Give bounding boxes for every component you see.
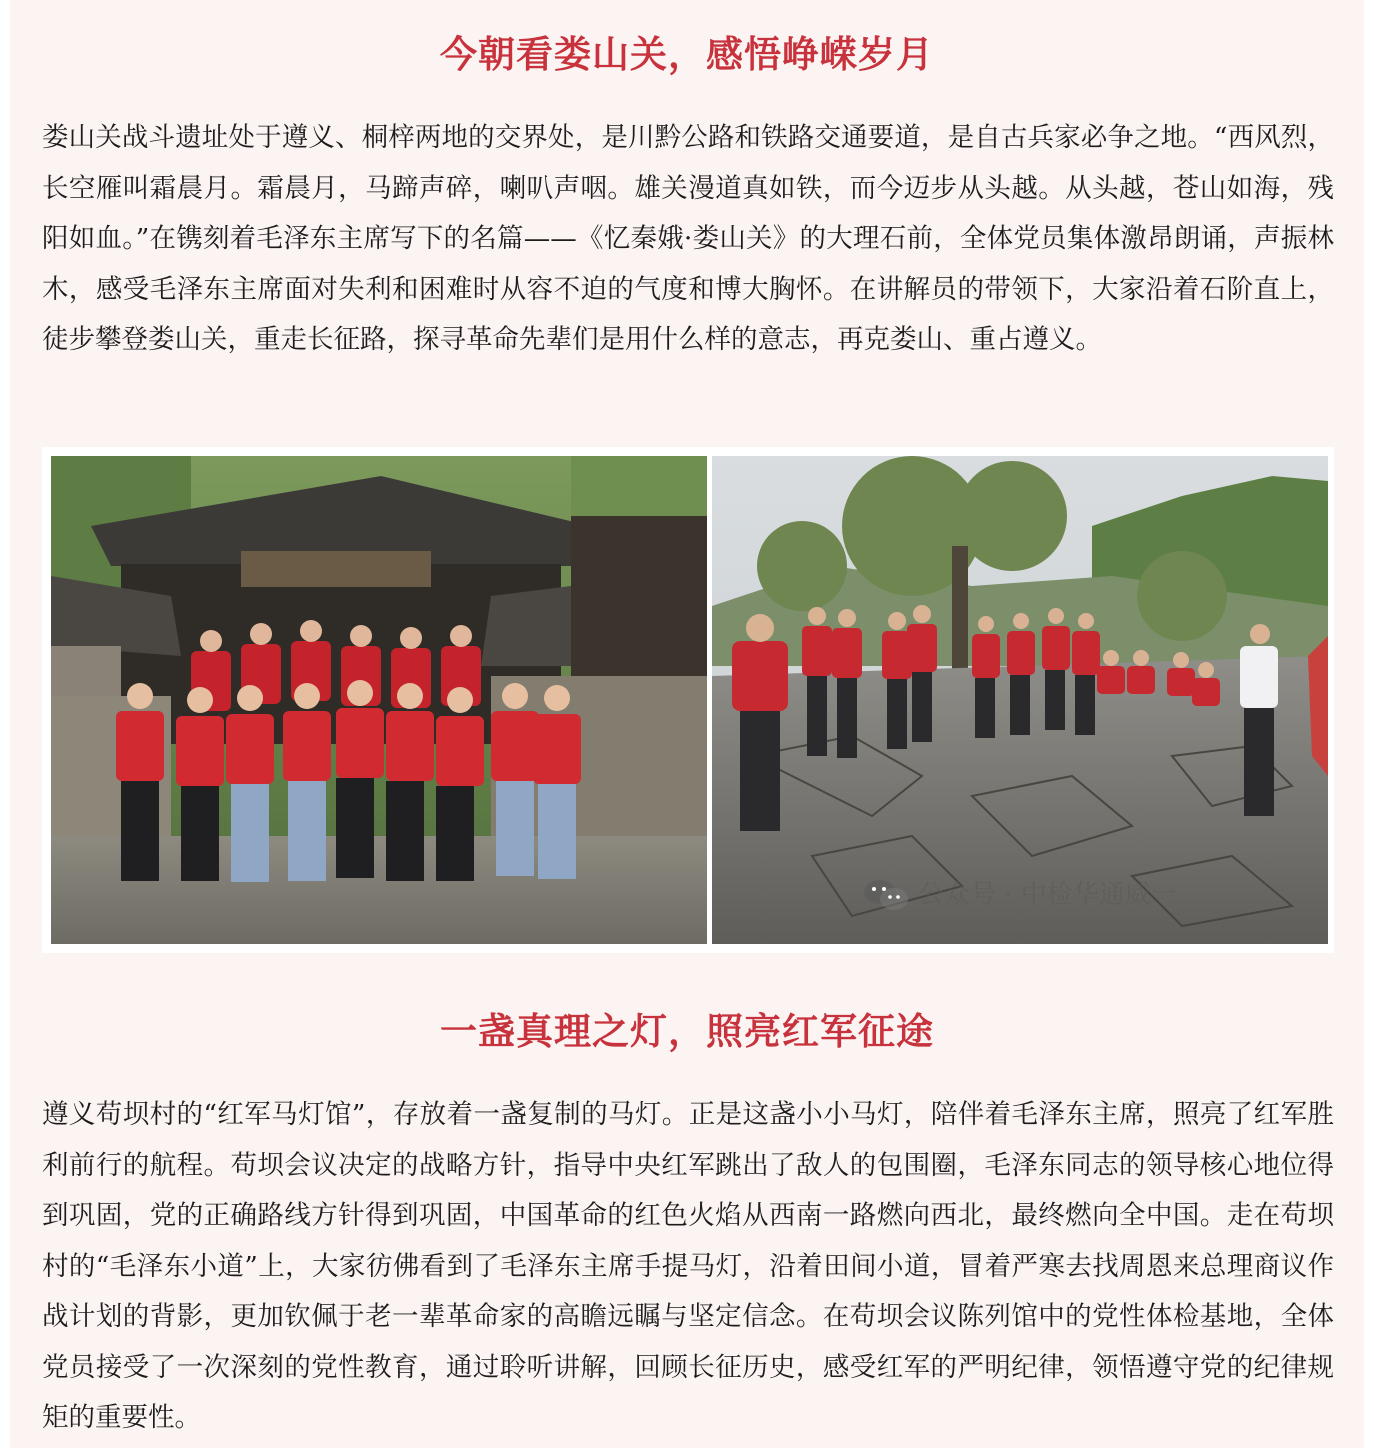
group-listening-to-guide (712, 456, 1328, 944)
wechat-icon (862, 878, 910, 912)
section-body-lantern: 遵义苟坝村的“红军马灯馆”，存放着一盏复制的马灯。正是这盏小小马灯，陪伴着毛泽东主席，照亮了红军胜利前行的航程。苟坝会议决定的战略方针，指导中央红军跳出了敌人的包围圈，毛泽东同志的领导核心地位得到巩固，党的正确路线方针得到巩固，中国革命的红色火焰从西南一路燃向西北，最终燃向全中国。走在苟坝村的“毛泽东小道”上，大家彷佛看到了毛泽东主席手提马灯，沿着田间小道，冒着严寒去找周恩来总理商议作战计划的背影，更加钦佩于老一辈革命家的高瞻远瞩与坚定信念。在苟坝会议陈列馆中的党性体检基地，全体党员接受了一次深刻的党性教育，通过聆听讲解，回顾长征历史，感受红军的严明纪律，领悟遵守党的纪律规矩的重要性。 (42, 1099, 1334, 1433)
wechat-watermark (862, 878, 1177, 912)
section-title-loushanguan: 今朝看娄山关，感悟峥嵘岁月 (440, 32, 934, 76)
section-body-loushanguan: 娄山关战斗遗址处于遵义、桐梓两地的交界处，是川黔公路和铁路交通要道，是自古兵家必争之地。“西风烈，长空雁叫霜晨月。霜晨月，马蹄声碎，喇叭声咽。雄关漫道真如铁，而今迈步从头越。从头越，苍山如海，残阳如血。”在镌刻着毛泽东主席写下的名篇——《忆秦娥·娄山关》的大理石前，全体党员集体激昂朗诵，声振林木，感受毛泽东主席面对失利和困难时从容不迫的气度和博大胸怀。在讲解员的带领下，大家沿着石阶直上，徒步攀登娄山关，重走长征路，探寻革命先辈们是用什么样的意志，再克娄山、重占遵义。 (42, 122, 1334, 355)
watermark-text: 公众号 · 中检华通威一 (918, 880, 1177, 910)
group-photo-at-gate (51, 456, 707, 944)
section-title-lantern: 一盏真理之灯，照亮红军征途 (440, 1009, 934, 1053)
